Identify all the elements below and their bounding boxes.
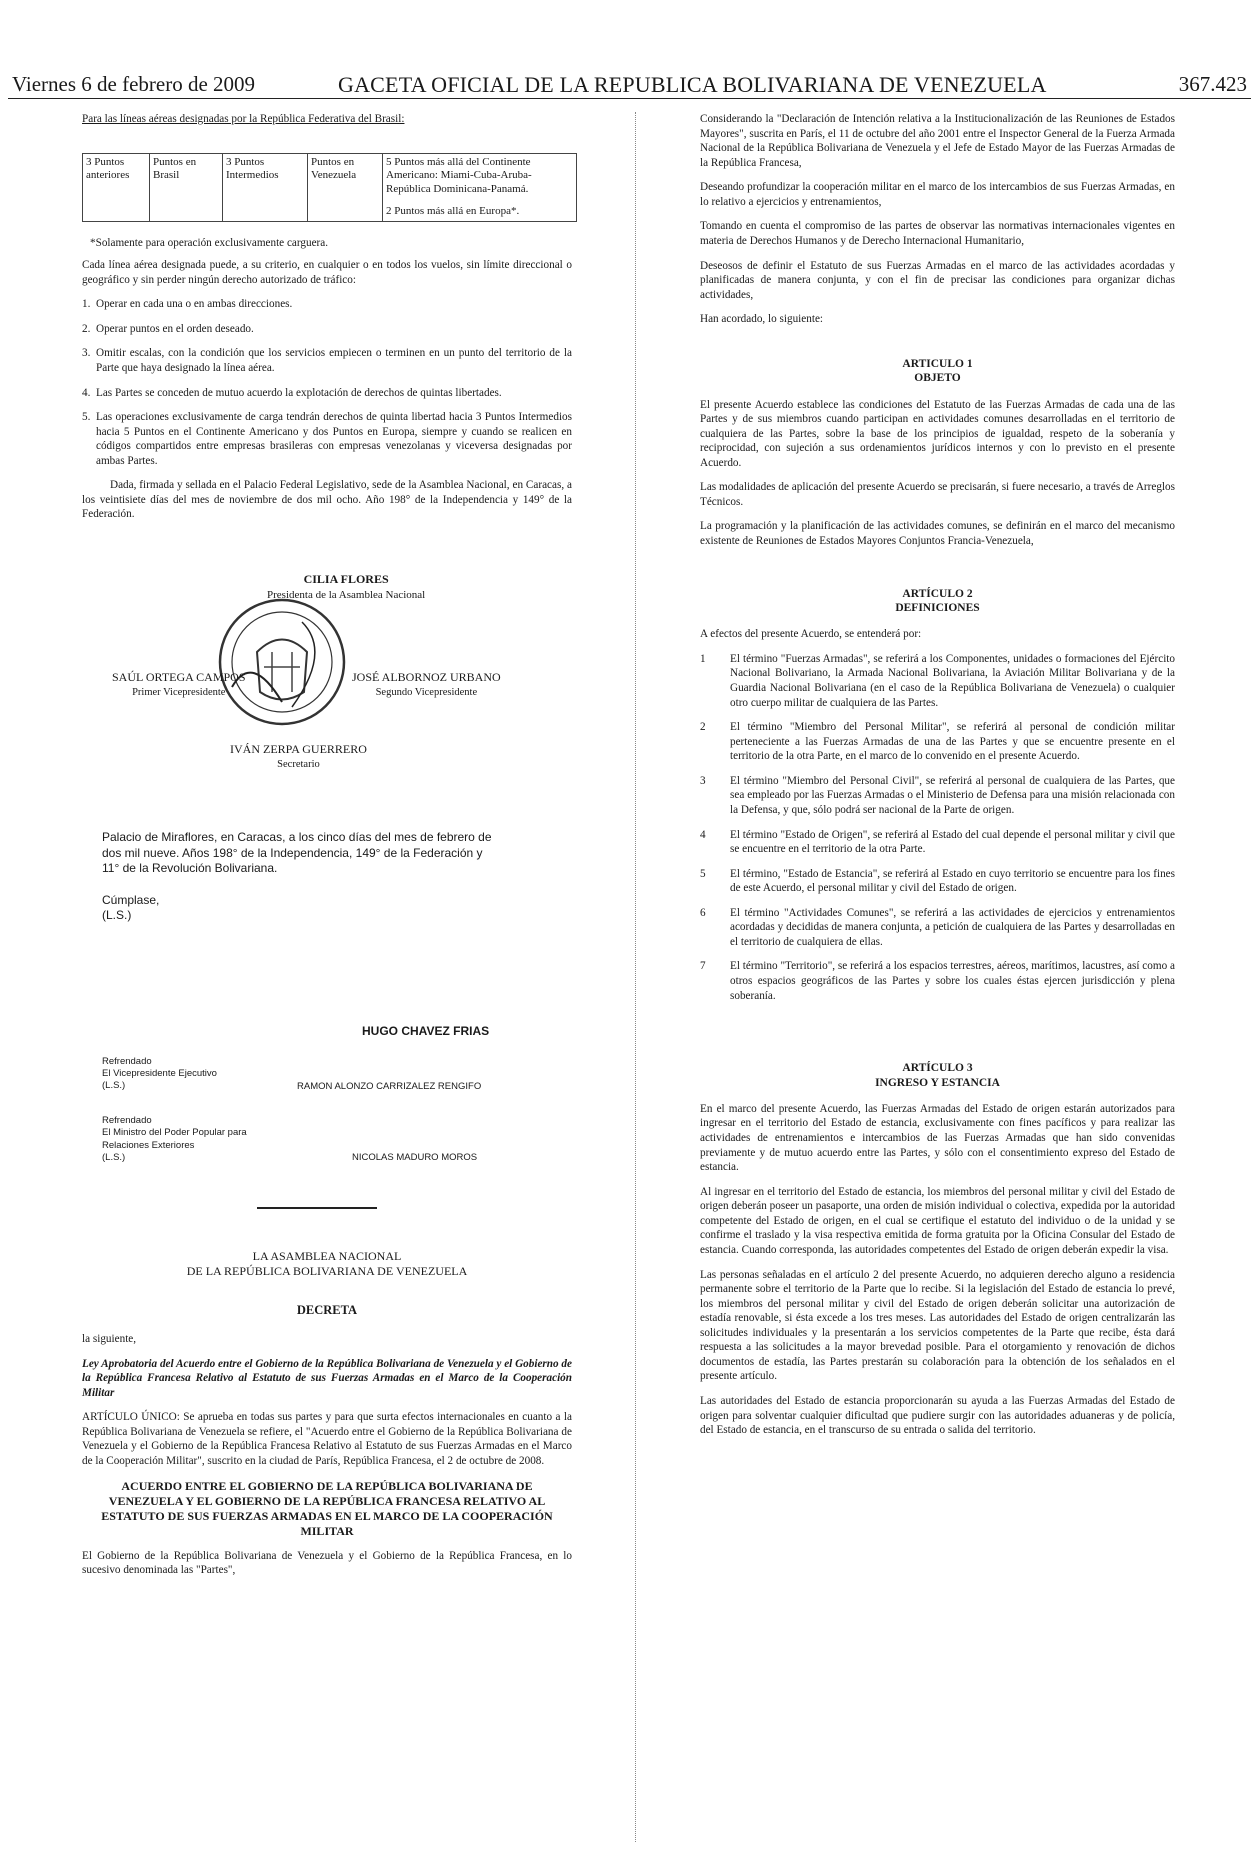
cumplase-block	[102, 893, 572, 924]
refrendado-label: Refrendado	[102, 1114, 152, 1126]
dada-paragraph: Dada, firmada y sellada en el Palacio Federal Legislativo, sede de la Asamblea Nacional, en Caracas, a los veintisiete días del mes de noviembre de dos mil ocho. Año 198° de la Independencia y 149° de la Federación.	[82, 479, 572, 521]
definition-number: 5	[700, 867, 706, 880]
article-number: ARTÍCULO 2	[902, 587, 973, 600]
article-number: ARTÍCULO 3	[902, 1062, 973, 1075]
brasil-heading: Para las líneas aéreas designadas por la República Federativa del Brasil:	[82, 113, 405, 125]
item-text: Operar puntos en el orden deseado.	[96, 322, 254, 335]
article-3-paragraph: Las personas señaladas en el artículo 2 del presente Acuerdo, no adquieren derecho alguno a residencia permanente sobre el territorio de la Parte que lo recibe. Si la legislación del Estado de estancia lo prevé, los miembros del personal militar y civil del Estado de origen deberán solicitar una autorización de estadía renovable, si ésta excede a los tres meses. Las autoridades del Estado de origen centralizarán las solicitudes individuales y la presentarán a los servicios competentes de la Parte que recibe, ésta dará respuesta a las solicitudes a la mayor brevedad posible. Para el otorgamiento y renovación de dichos documentos de estadía, las Partes prestarán su colaboración para la obtención de los señalados en el presente artículo.	[700, 1268, 1175, 1383]
definition-number: 7	[700, 960, 706, 973]
item-number: 2.	[82, 322, 91, 335]
list-item	[82, 410, 572, 468]
rights-intro: Cada línea aérea designada puede, a su criterio, en cualquier o en todos los vuelos, sin límite direccional o geográfico y sin perder ningún derecho autorizado de tráfico:	[82, 259, 572, 286]
assembly-line: LA ASAMBLEA NACIONAL	[252, 1248, 402, 1263]
signatory-first-vp	[112, 670, 246, 699]
definition-text: El término "Miembro del Personal Civil", se referirá al personal de cualquiera de las Partes, que sea empleado por las Fuerzas Armadas o el Ministerio de Defensa para una misión relacionada con la Defensa, y que, sólo podrá ser nacional de la Parte de origen.	[730, 774, 1175, 816]
assembly-line: DE LA REPÚBLICA BOLIVARIANA DE VENEZUELA	[186, 1264, 468, 1279]
definition-number: 2	[700, 721, 706, 734]
article-title: DEFINICIONES	[895, 601, 980, 614]
signature-block	[82, 572, 572, 822]
article-3-paragraph: En el marco del presente Acuerdo, las Fuerzas Armadas del Estado de origen estarán autorizados para ingresar en el territorio del Estado de estancia, exclusivamente con fines pacíficos y para realizar las actividades de entrenamientos e intercambios de las Fuerzas Armadas que han sido convenidas previamente y de mutuo acuerdo entre las Partes, y sólo con el consentimiento expreso del Estado de estancia.	[700, 1102, 1175, 1174]
item-text: Omitir escalas, con la condición que los servicios empiecen o terminen en un punto del territorio de la Parte que haya designado la línea aérea.	[96, 347, 572, 374]
list-item	[82, 297, 572, 312]
article-title: OBJETO	[914, 372, 961, 385]
signatory-name: CILIA FLORES	[303, 572, 389, 586]
assembly-heading	[82, 1249, 572, 1280]
list-item	[82, 386, 572, 401]
header-date: Viernes 6 de febrero de 2009	[12, 72, 256, 96]
law-title: Ley Aprobatoria del Acuerdo entre el Gobierno de la República Bolivariana de Venezuela y el Gobierno de la República Francesa Relativo al Estatuto de sus Fuerzas Armadas en el Marco de la Cooperación Militar	[82, 1357, 572, 1399]
cumplase-text: Cúmplase,	[102, 892, 160, 907]
definition-item	[700, 652, 1175, 710]
signatory-role: Presidenta de la Asamblea Nacional	[267, 588, 426, 601]
item-text: Operar en cada una o en ambas direcciones.	[96, 298, 293, 311]
table-note: *Solamente para operación exclusivamente carguera.	[90, 236, 329, 249]
definition-text: El término "Territorio", se referirá a los espacios terrestres, aéreos, marítimos, lacustres, así como a otros espacios geográficos de las Partes y sobre los cuales éstas ejercen jurisdicción y plena soberanía.	[730, 960, 1175, 1002]
definition-item	[700, 774, 1175, 818]
item-number: 5.	[82, 411, 91, 424]
item-number: 3.	[82, 347, 91, 360]
article-1-heading	[700, 357, 1175, 386]
signatory-president-assembly	[267, 572, 425, 602]
column-divider	[635, 112, 636, 1842]
refrendado-label: Refrendado	[102, 1055, 152, 1067]
definition-item	[700, 828, 1175, 857]
national-assembly-seal-icon	[212, 592, 352, 732]
siguiente-text: la siguiente,	[82, 1333, 137, 1346]
palacio-paragraph: Palacio de Miraflores, en Caracas, a los cinco días del mes de febrero de dos mil nueve. Años 198° de la Independencia, 149° de la Federación y 11° de la Revolución Bolivariana.	[102, 830, 492, 876]
refrendado-role: El Vicepresidente Ejecutivo	[102, 1067, 217, 1079]
tomando-paragraph: Tomando en cuenta el compromiso de las partes de observar las normativas internacionales vigentes en materia de Derechos Humanos y de Derecho Internacional Humanitario,	[700, 220, 1175, 247]
agreement-title: ACUERDO ENTRE EL GOBIERNO DE LA REPÚBLICA BOLIVARIANA DE VENEZUELA Y EL GOBIERNO DE LA REPÚBLICA FRANCESA RELATIVO AL ESTATUTO DE SUS FUERZAS ARMADAS EN EL MARCO DE LA COOPERACIÓN MILITAR	[101, 1478, 553, 1538]
gobierno-paragraph: El Gobierno de la República Bolivariana de Venezuela y el Gobierno de la República Francesa, en lo sucesivo denominada las "Partes",	[82, 1549, 572, 1577]
table-cell: Puntos en Venezuela	[308, 153, 383, 221]
refrendado-name-2: NICOLAS MADURO MOROS	[352, 1152, 478, 1164]
item-number: 4.	[82, 386, 91, 399]
signatory-name: IVÁN ZERPA GUERRERO	[230, 742, 367, 756]
definition-number: 3	[700, 774, 706, 787]
article-number: ARTICULO 1	[902, 357, 973, 370]
article-1-paragraph: El presente Acuerdo establece las condiciones del Estatuto de las Fuerzas Armadas de cada una de las Partes y de sus miembros cuando participan en actividades comunes desarrolladas en el territorio de cualquiera de las Partes, sobre la base de los principios de igualdad, respeto de la soberanía y reciprocidad, con sujeción a sus ordenamientos jurídicos internos y con lo previsto en el presente Acuerdo.	[700, 398, 1175, 469]
refrendado-role: El Ministro del Poder Popular para	[102, 1127, 247, 1139]
table-cell: 3 Puntos Intermedios	[223, 153, 308, 221]
signatory-name: SAÚL ORTEGA CAMPOS	[112, 670, 246, 684]
signatory-role: Primer Vicepresidente	[132, 686, 226, 698]
definition-text: El término "Miembro del Personal Militar", se referirá al personal de condición militar perteneciente a las Fuerzas Armadas de una de las Partes y que se encuentre presente en el territorio de la otra Parte, en el marco de lo convenido en el presente Acuerdo.	[730, 721, 1175, 763]
definition-item	[700, 720, 1175, 764]
definition-number: 6	[700, 906, 706, 919]
ls-mark: (L.S.)	[102, 1080, 126, 1092]
article-1-paragraph: Las modalidades de aplicación del presente Acuerdo se precisarán, si fuere necesario, a través de Arreglos Técnicos.	[700, 481, 1175, 508]
definition-number: 1	[700, 652, 706, 665]
article-unico: ARTÍCULO ÚNICO: Se aprueba en todas sus partes y para que surta efectos internacionales en cuanto a la República Bolivariana de Venezuela se refiere, el "Acuerdo entre el Gobierno de la República Bolivariana de Venezuela y el Gobierno de la República Francesa Relativo al Estatuto de sus Fuerzas Armadas en el Marco de la Cooperación Militar", suscrito en la ciudad de París, República Francesa, el 2 de octubre de 2008.	[82, 1411, 572, 1468]
signatory-secretary	[230, 742, 367, 771]
signatory-role: Segundo Vicepresidente	[375, 686, 478, 698]
deseosos-paragraph: Deseosos de definir el Estatuto de sus Fuerzas Armadas en el marco de las actividades acordadas y planificadas de manera conjunta, y con el fin de precisar las condiciones para organizar dichas actividades,	[700, 259, 1175, 301]
ls-mark: (L.S.)	[102, 908, 132, 923]
definition-item	[700, 959, 1175, 1003]
definition-number: 4	[700, 828, 706, 841]
table-cell-text: 2 Puntos más allá en Europa*.	[386, 204, 520, 217]
table-cell: 3 Puntos anteriores	[83, 153, 150, 221]
table-row	[83, 153, 577, 221]
article-title: INGRESO Y ESTANCIA	[875, 1076, 1000, 1089]
definition-text: El término, "Estado de Estancia", se referirá al Estado en cuyo territorio se encuentre para los fines de este Acuerdo, el personal militar y civil del Estado de origen.	[730, 867, 1175, 895]
item-text: Las operaciones exclusivamente de carga tendrán derechos de quinta libertad hacia 3 Puntos Intermedios hacia 5 Puntos en el Continente Americano y dos Puntos en Europa, siempre y cuando se realicen en códigos compartidos entre empresas brasileras con empresas venezolanas y viceversa designadas por ambas Partes.	[96, 411, 572, 467]
deseando-paragraph: Deseando profundizar la cooperación militar en el marco de los intercambios de sus Fuerzas Armadas, en lo relativo a ejercicios y entrenamientos,	[700, 181, 1175, 208]
refrendado-role: Relaciones Exteriores	[102, 1139, 195, 1151]
header-rule	[8, 98, 1251, 99]
decreta-heading: DECRETA	[296, 1302, 358, 1317]
table-cell-text: 5 Puntos más allá del Continente Americano: Miami-Cuba-Aruba-República Dominicana-Panamá.	[386, 155, 532, 196]
right-column	[700, 112, 1175, 1448]
article-2-intro: A efectos del presente Acuerdo, se entenderá por:	[700, 628, 922, 641]
table-cell	[383, 153, 577, 221]
article-2-heading	[700, 587, 1175, 616]
left-column	[82, 112, 572, 1588]
definition-item	[700, 867, 1175, 896]
section-divider	[257, 1207, 377, 1209]
table-cell: Puntos en Brasil	[150, 153, 223, 221]
definition-text: El término "Fuerzas Armadas", se referirá a los Componentes, unidades o formaciones del Ejército Nacional Bolivariano, la Armada Nacional Bolivariana, la Aviación Militar Bolivariana y de la Guardia Nacional Bolivariana (en el caso de la República Bolivariana de Venezuela) o cualquier otro cuerpo militar de cualquiera de las Partes.	[730, 652, 1175, 709]
article-3-paragraph: Las autoridades del Estado de estancia proporcionarán su ayuda a las Fuerzas Armadas del Estado de origen para solventar cualquier dificultad que pudiere surgir con las autoridades aduaneras y de policía, del Estado de estancia, en el transcurso de su entrada o salida del territorio.	[700, 1395, 1175, 1437]
item-number: 1.	[82, 298, 91, 311]
list-item	[82, 322, 572, 337]
list-item	[82, 346, 572, 375]
definition-text: El término "Estado de Origen", se referirá al Estado del cual depende el personal militar y civil que se encuentre en el territorio de la otra Parte.	[730, 828, 1175, 856]
signatory-name: JOSÉ ALBORNOZ URBANO	[352, 670, 501, 684]
article-3-heading	[700, 1061, 1175, 1090]
routes-table	[82, 153, 577, 222]
header-page-number: 367.423	[1178, 72, 1247, 96]
considerando-paragraph: Considerando la "Declaración de Intención relativa a la Institucionalización de las Reuniones de Estados Mayores", suscrita en París, el 11 de octubre del año 2001 entre el Inspector General de la Fuerza Armada Nacional de la República Bolivariana de Venezuela y el Jefe de Estado Mayor de las Fuerzas Armadas de la República Francesa,	[700, 113, 1175, 169]
president-name: HUGO CHAVEZ FRIAS	[362, 1023, 490, 1038]
definition-item	[700, 906, 1175, 950]
header-title: GACETA OFICIAL DE LA REPUBLICA BOLIVARIANA DE VENEZUELA	[338, 72, 1047, 97]
definition-text: El término "Actividades Comunes", se referirá a las actividades de ejercicios y entrenamientos acordadas y decididas de manera conjunta, a petición de cualquiera de las Partes y desarrolladas en el territorio de cualquiera de ellas.	[730, 906, 1175, 948]
item-text: Las Partes se conceden de mutuo acuerdo la explotación de derechos de quintas libertades.	[96, 386, 502, 399]
signatory-second-vp	[352, 670, 501, 699]
refrendado-name-1: RAMON ALONZO CARRIZALEZ RENGIFO	[297, 1080, 482, 1092]
article-1-paragraph: La programación y la planificación de las actividades comunes, se definirán en el marco del mecanismo existente de Reuniones de Estados Mayores Conjuntos Francia-Venezuela,	[700, 520, 1175, 547]
signatory-role: Secretario	[277, 758, 320, 770]
han-acordado: Han acordado, lo siguiente:	[700, 313, 824, 326]
article-3-paragraph: Al ingresar en el territorio del Estado de estancia, los miembros del personal militar y civil del Estado de origen deberán poseer un pasaporte, una orden de misión individual o colectiva, expedida por la autoridad competente del Estado de origen, en el cual se certifique el estatuto del individuo o de la unidad y se confirme el traslado y la visa respectiva emitida de forma gratuita por la Oficina Consular del Estado de estancia. Cuando corresponda, las autoridades competentes del Estado de origen deberán expedir la visa.	[700, 1185, 1175, 1256]
ls-mark: (L.S.)	[102, 1151, 126, 1163]
